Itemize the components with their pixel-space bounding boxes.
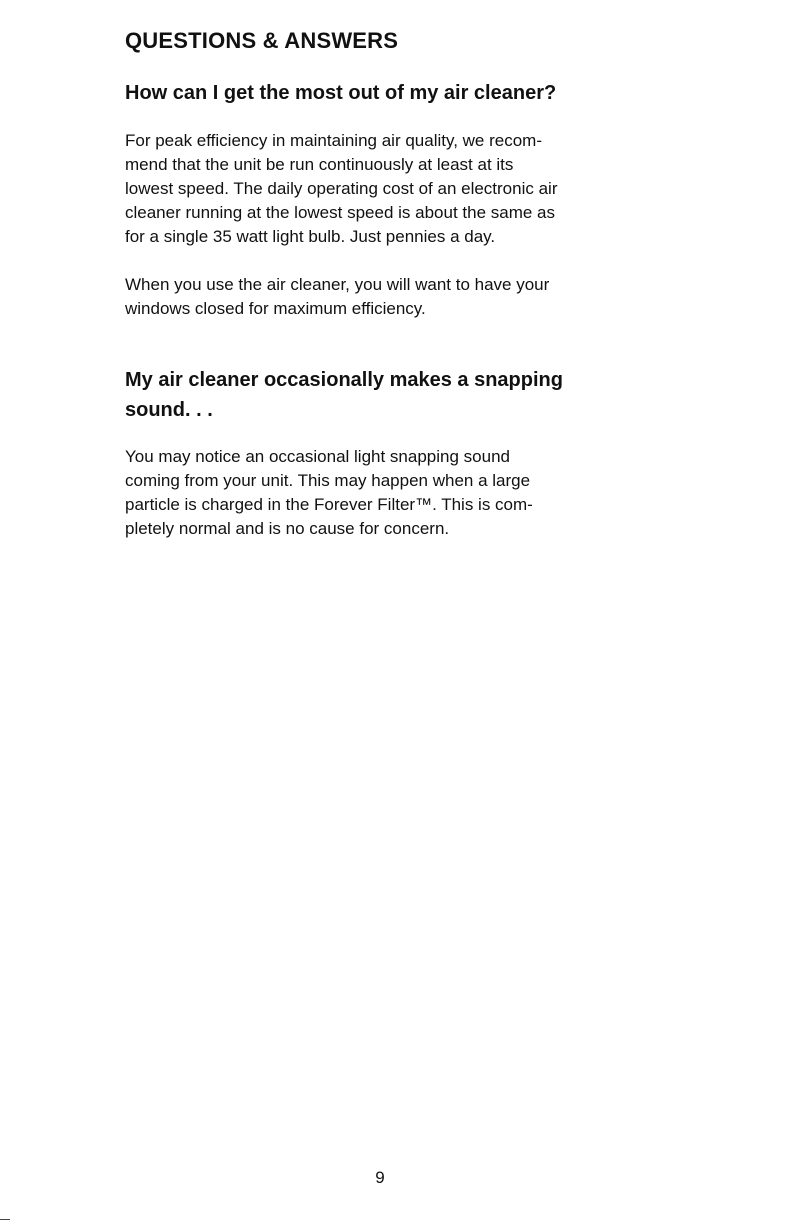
text-line: For peak efficiency in maintaining air quality, we recom- <box>125 131 542 150</box>
text-line: for a single 35 watt light bulb. Just pennies a day. <box>125 227 496 246</box>
text-line: windows closed for maximum efficiency. <box>125 299 426 318</box>
text-line: cleaner running at the lowest speed is about the same as <box>125 203 555 222</box>
text-line: pletely normal and is no cause for concern. <box>125 519 450 538</box>
text-line: When you use the air cleaner, you will want to have your <box>125 275 550 294</box>
question-heading-most-out: How can I get the most out of my air cleaner? <box>125 82 557 104</box>
page-number: 9 <box>375 1168 385 1187</box>
answer-paragraph-snapping <box>125 445 655 541</box>
text-line: coming from your unit. This may happen when a large <box>125 471 531 490</box>
heading-line: My air cleaner occasionally makes a snapping <box>125 369 563 391</box>
answer-paragraph-windows <box>125 273 655 321</box>
text-line: lowest speed. The daily operating cost of an electronic air <box>125 179 558 198</box>
text-line: mend that the unit be run continuously at least at its <box>125 155 514 174</box>
page-title: QUESTIONS & ANSWERS <box>125 28 399 53</box>
heading-line: sound. . . <box>125 399 213 421</box>
text-line: particle is charged in the Forever Filter™. This is com- <box>125 495 533 514</box>
text-line: You may notice an occasional light snapping sound <box>125 447 510 466</box>
scan-edge-mark <box>0 1219 10 1220</box>
question-heading-snapping <box>125 365 645 425</box>
answer-paragraph-efficiency <box>125 129 655 249</box>
